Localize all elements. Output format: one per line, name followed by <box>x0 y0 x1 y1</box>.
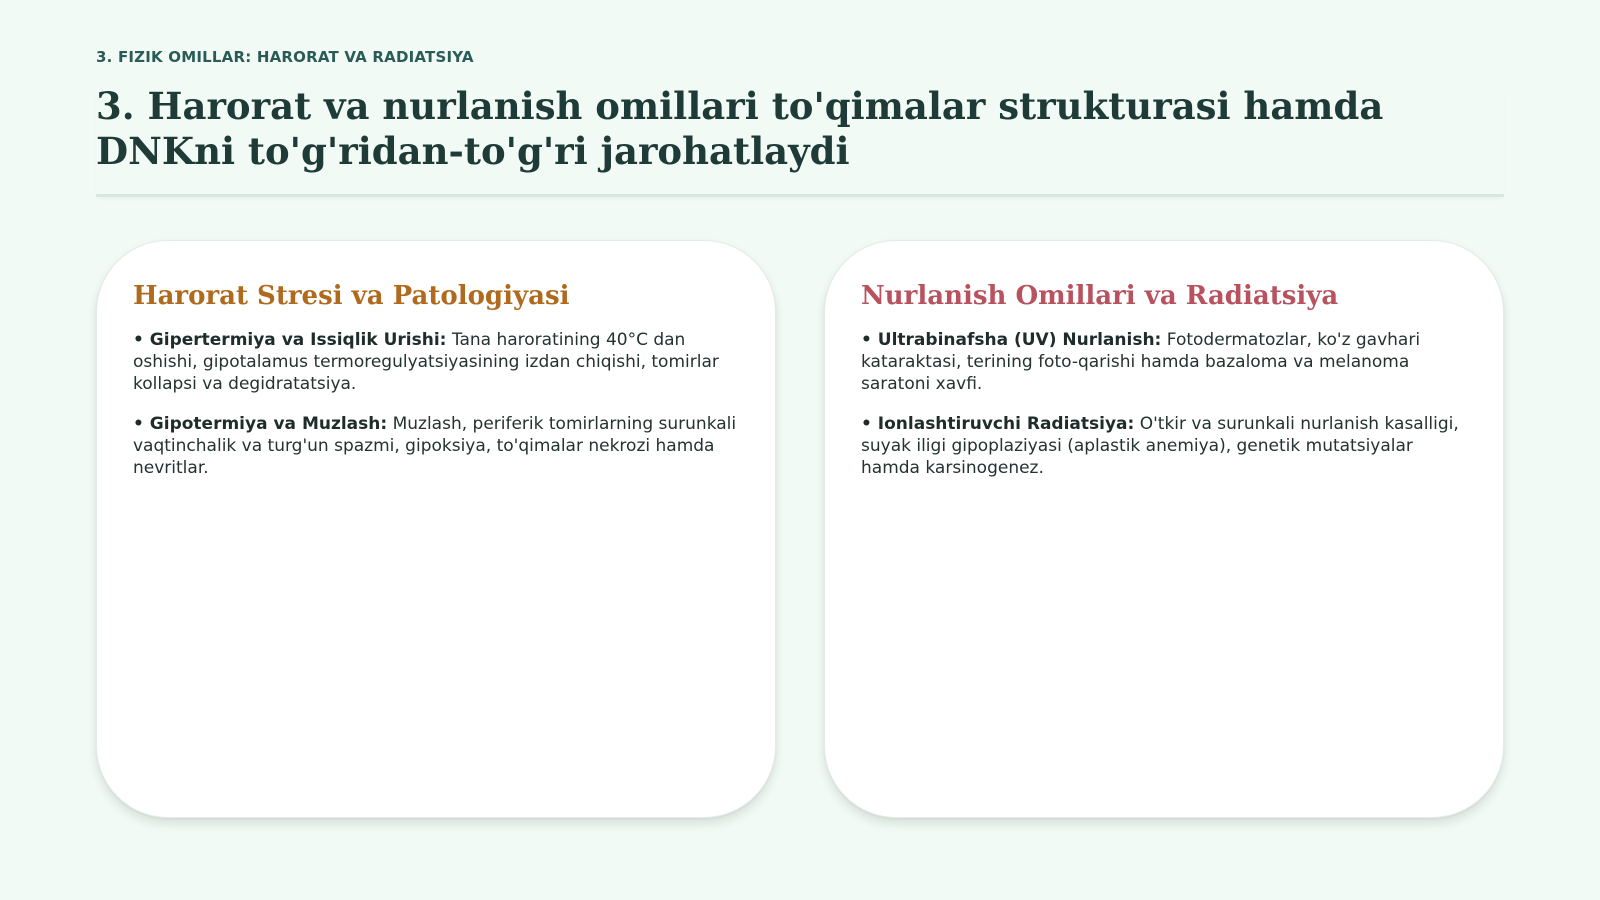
heat-item-hyperthermia <box>133 329 739 395</box>
heat-item-hypothermia-label: • Gipotermiya va Muzlash: <box>133 414 388 434</box>
page-title: 3. Harorat va nurlanish omillari to'qimalar strukturasi hamda DNKni to'g'ridan-to'g'ri jarohatlaydi <box>96 84 1504 197</box>
card-radiation-title: Nurlanish Omillari va Radiatsiya <box>861 281 1339 311</box>
section-kicker: 3. FIZIK OMILLAR: HARORAT VA RADIATSIYA <box>96 48 474 66</box>
card-radiation <box>824 240 1504 818</box>
card-heat-title: Harorat Stresi va Patologiyasi <box>133 281 570 311</box>
heat-item-hypothermia-text: Muzlash, periferik tomirlarning surunkali vaqtinchalik va turg'un spazmi, gipoksiya, to'qimalar nekrozi hamda nevritlar. <box>133 414 737 478</box>
heat-item-hypothermia <box>133 413 739 479</box>
radiation-item-uv <box>861 329 1467 395</box>
card-heat-stress <box>96 240 776 818</box>
radiation-item-uv-label: • Ultrabinafsha (UV) Nurlanish: <box>861 330 1162 350</box>
heat-item-hyperthermia-label: • Gipertermiya va Issiqlik Urishi: <box>133 330 447 350</box>
heat-item-hyperthermia-text: Tana haroratining 40°C dan oshishi, gipotalamus termoregulyatsiyasining izdan chiqishi, tomirlar kollapsi va degidratatsiya. <box>133 330 719 394</box>
radiation-item-ionizing <box>861 413 1467 479</box>
radiation-item-ionizing-label: • Ionlashtiruvchi Radiatsiya: <box>861 414 1135 434</box>
radiation-item-uv-text: Fotodermatozlar, ko'z gavhari kataraktasi, terining foto-qarishi hamda bazaloma va melanoma saratoni xavfi. <box>861 330 1421 394</box>
cards-container <box>96 240 1504 818</box>
radiation-item-ionizing-text: O'tkir va surunkali nurlanish kasalligi, suyak iligi gipoplaziyasi (aplastik anemiya), genetik mutatsiyalar hamda karsinogenez. <box>861 414 1459 478</box>
